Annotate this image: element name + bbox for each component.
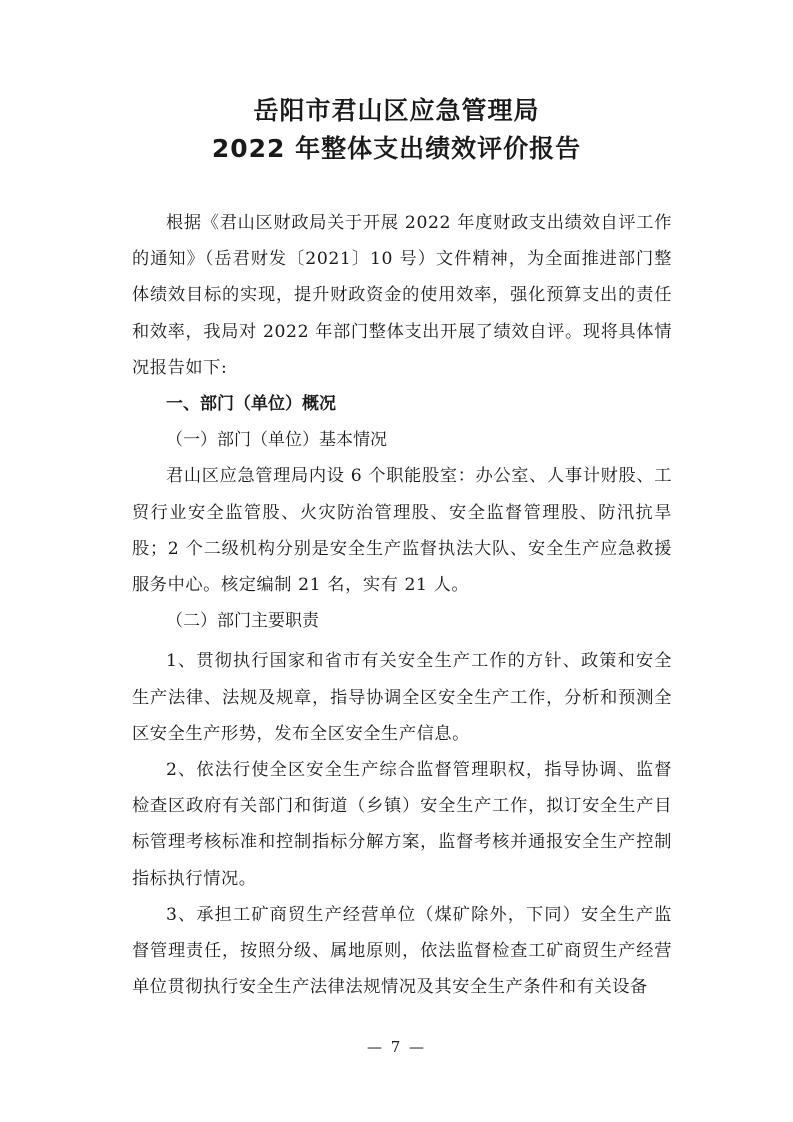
document-title-line1: 岳阳市君山区应急管理局 (253, 96, 540, 125)
subsection1-heading: （一）部门（单位）基本情况 (166, 430, 387, 451)
intro-paragraph: 根据《君山区财政局关于开展 2022 年度财政支出绩效自评工作的通知》（岳君财发〔2021〕10 号）文件精神，为全面推进部门整体绩效目标的实现，提升财政资金的使用效率，强化预算支出的责任和效率，我局对 2022 年部门整体支出开展了绩效自评。现将具体情况报告如下: (132, 213, 672, 378)
subsection1-paragraph: 君山区应急管理局内设 6 个职能股室：办公室、人事计财股、工贸行业安全监管股、火灾防治管理股、安全监督管理股、防汛抗旱股；2 个二级机构分别是安全生产监督执法大队、安全生产应急救援服务中心。核定编制 21 名，实有 21 人。 (132, 466, 672, 596)
subsection2-heading: （二）部门主要职责 (166, 611, 319, 632)
duty2-paragraph: 2、依法行使全区安全生产综合监督管理职权，指导协调、监督检查区政府有关部门和街道（乡镇）安全生产工作，拟订安全生产目标管理考核标准和控制指标分解方案，监督考核并通报安全生产控制指标执行情况。 (132, 760, 672, 889)
duty1-paragraph: 1、贯彻执行国家和省市有关安全生产工作的方针、政策和安全生产法律、法规及规章，指导协调全区安全生产工作，分析和预测全区安全生产形势，发布全区安全生产信息。 (132, 651, 672, 744)
page-number: — 7 — (366, 1038, 427, 1056)
duty3-paragraph: 3、承担工矿商贸生产经营单位（煤矿除外，下同）安全生产监督管理责任，按照分级、属地原则，依法监督检查工矿商贸生产经营单位贯彻执行安全生产法律法规情况及其安全生产条件和有关设备 (132, 904, 672, 998)
document-body (132, 205, 672, 1005)
section1-heading: 一、部门（单位）概况 (166, 394, 336, 415)
document-title-line2: 2022 年整体支出绩效评价报告 (211, 134, 582, 163)
